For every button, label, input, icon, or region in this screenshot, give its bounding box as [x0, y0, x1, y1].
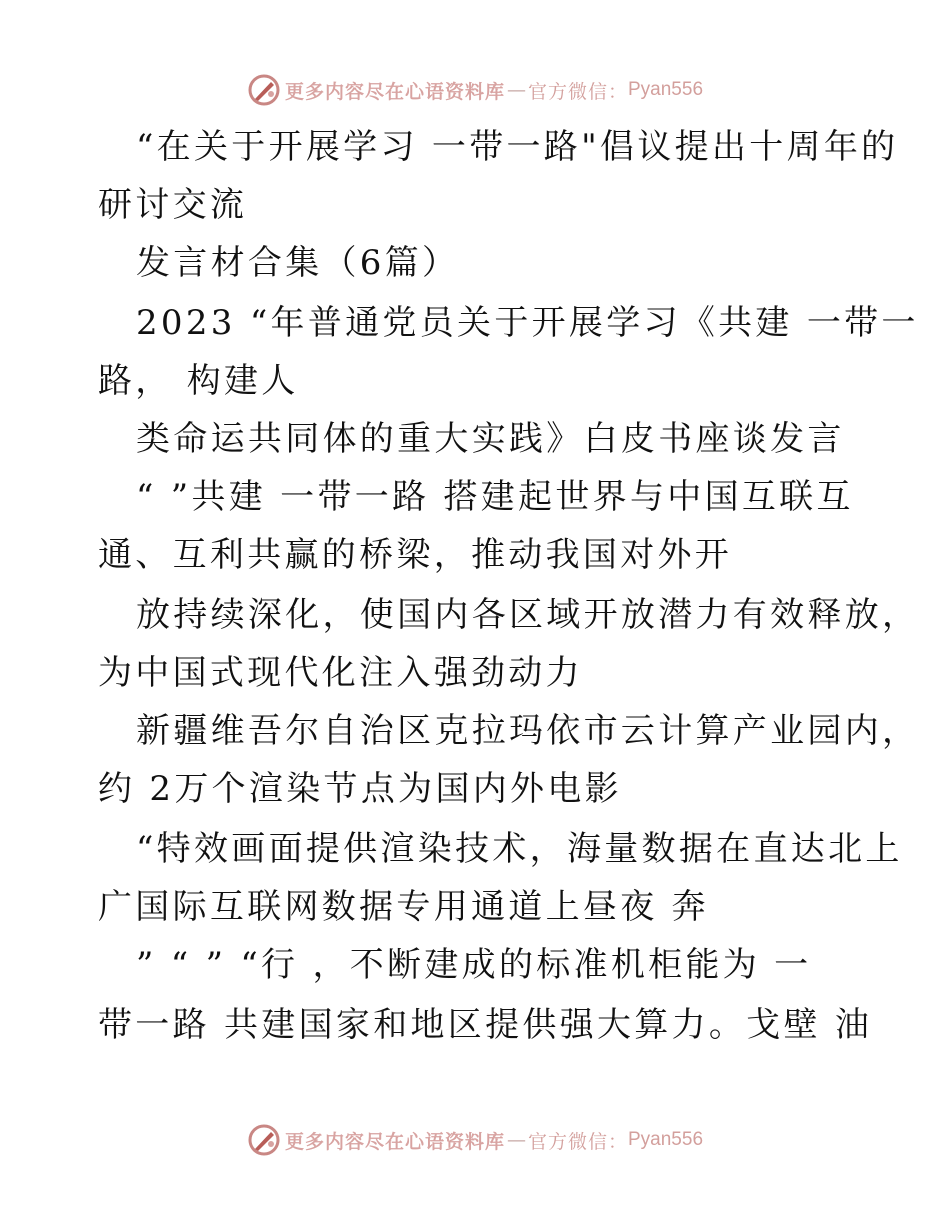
- text-line: 通、互利共赢的桥梁，推动我国对外开: [98, 535, 733, 575]
- text-line: 广国际互联网数据专用通道上昼夜 奔: [98, 887, 709, 927]
- watermark-wechat-id: Pyan556: [628, 1129, 704, 1150]
- text-line: 研讨交流: [98, 185, 248, 225]
- text-line: 发言材合集（6篇）: [136, 243, 460, 283]
- text-line: 为中国式现代化注入强劲动力: [98, 653, 583, 693]
- text-line: 2023 “年普通党员关于开展学习《共建 一带一: [136, 303, 919, 343]
- header-watermark: [0, 70, 950, 110]
- text-line: 新疆维吾尔自治区克拉玛依市云计算产业园内，: [136, 711, 920, 751]
- watermark-dash: —: [506, 1129, 526, 1151]
- text-line: “ ”共建 一带一路 搭建起世界与中国互联互: [136, 477, 854, 517]
- pen-circle-logo-icon: [247, 1123, 281, 1157]
- text-line: 放持续深化，使国内各区域开放潜力有效释放，: [136, 595, 920, 635]
- watermark-main-text: 更多内容尽在心语资料库: [284, 80, 505, 103]
- footer-watermark: [0, 1120, 950, 1160]
- text-line: 路， 构建人: [98, 361, 299, 401]
- text-line: 类命运共同体的重大实践》白皮书座谈发言: [136, 419, 845, 459]
- text-line: “特效画面提供渲染技术，海量数据在直达北上: [136, 829, 903, 869]
- watermark-dash: —: [506, 79, 526, 101]
- pen-circle-logo-icon: [247, 73, 281, 107]
- text-line: ” “ ” “行 ，不断建成的标准机柜能为 一: [136, 945, 812, 985]
- text-line: 约 2万个渲染节点为国内外电影: [98, 769, 622, 809]
- watermark-wechat-label: 官方微信：: [527, 1130, 628, 1153]
- text-line: “在关于开展学习 一带一路"倡议提出十周年的: [136, 127, 899, 167]
- watermark-wechat-label: 官方微信：: [527, 80, 628, 103]
- text-line: 带一路 共建国家和地区提供强大算力。戈壁 油: [98, 1005, 873, 1045]
- watermark-main-text: 更多内容尽在心语资料库: [284, 1130, 505, 1153]
- watermark-wechat-id: Pyan556: [628, 79, 704, 100]
